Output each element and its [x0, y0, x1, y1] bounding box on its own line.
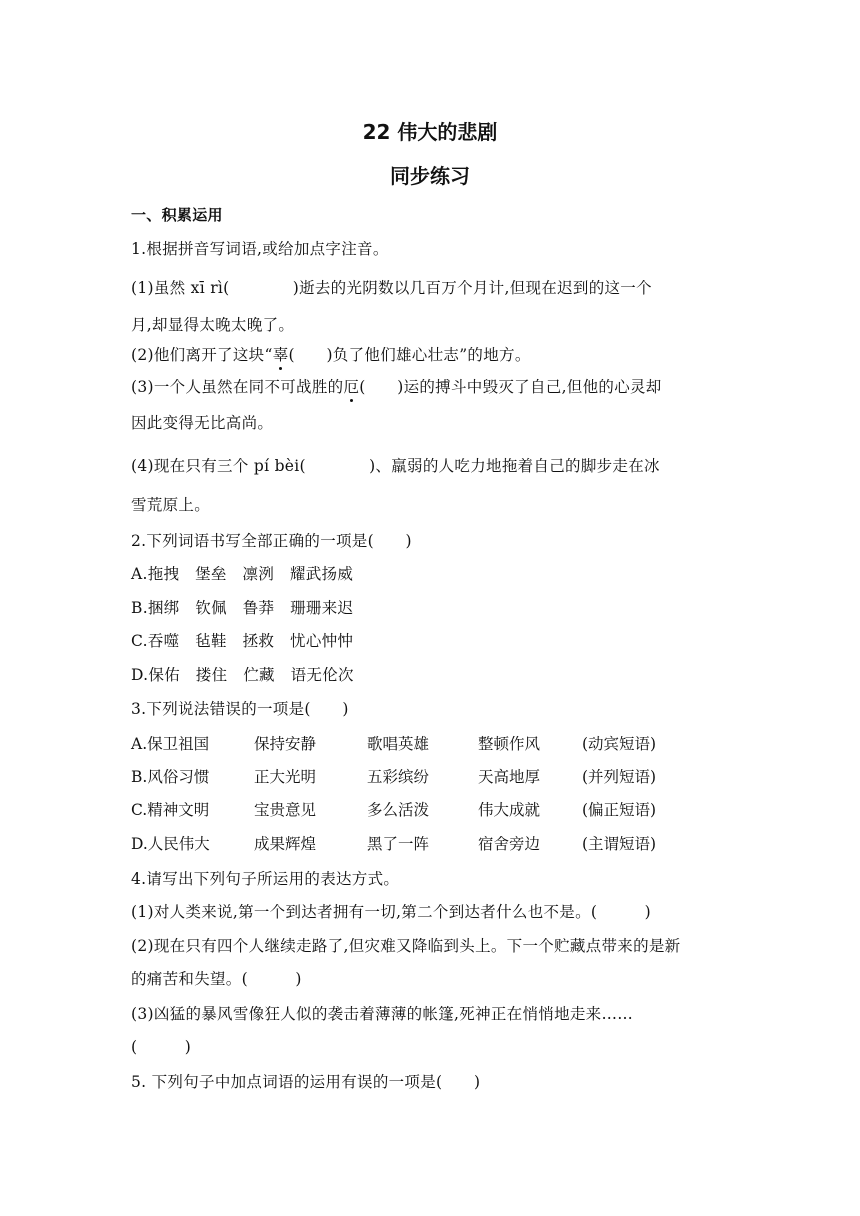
- q1-item3-line1: (3)一个人虽然在同不可战胜的厄( )运的搏斗中毁灭了自己,但他的心灵却: [131, 375, 662, 397]
- q2-option-a: A.拖拽 堡垒 凛洌 耀武扬威: [131, 565, 354, 583]
- q1-item4-line2: 雪荒原上。: [131, 496, 211, 514]
- q5-stem: 5. 下列句子中加点词语的运用有误的一项是( ): [131, 1073, 481, 1091]
- q4-stem: 4.请写出下列句子所运用的表达方式。: [131, 870, 400, 888]
- q3-option-a: A.保卫祖国 保持安静 歌唱英雄 整顿作风 (动宾短语): [131, 735, 657, 753]
- q2-option-b: B.捆绑 钦佩 鲁莽 珊珊来迟: [131, 599, 354, 617]
- lesson-subtitle: 同步练习: [390, 164, 470, 188]
- q2-option-d: D.保佑 搂住 伫藏 语无伦次: [131, 666, 354, 684]
- q4-item1: (1)对人类来说,第一个到达者拥有一切,第二个到达者什么也不是。( ): [131, 903, 652, 921]
- q2-option-c: C.吞噬 毡鞋 拯救 忧心忡忡: [131, 632, 354, 650]
- q4-item3-line1: (3)凶猛的暴风雪像狂人似的袭击着薄薄的帐篷,死神正在悄悄地走来……: [131, 1005, 634, 1023]
- q4-item3-line2: ( ): [131, 1038, 192, 1056]
- q1-item1-line1: (1)虽然 xī rì( )逝去的光阴数以几百万个月计,但现在迟到的这一个: [131, 279, 652, 297]
- q3-option-b: B.风俗习惯 正大光明 五彩缤纷 天高地厚 (并列短语): [131, 768, 657, 786]
- dotted-char: 厄: [343, 375, 359, 397]
- q1-item1-line2: 月,却显得太晚太晚了。: [131, 316, 295, 334]
- q3-option-d: D.人民伟大 成果辉煌 黑了一阵 宿舍旁边 (主谓短语): [131, 835, 657, 853]
- q1-stem: 1.根据拼音写词语,或给加点字注音。: [131, 240, 389, 258]
- q3-option-c: C.精神文明 宝贵意见 多么活泼 伟大成就 (偏正短语): [131, 801, 657, 819]
- section-heading: 一、积累运用: [131, 206, 223, 224]
- q4-item2-line1: (2)现在只有四个人继续走路了,但灾难又降临到头上。下一个贮藏点带来的是新: [131, 937, 681, 955]
- q1-item3-line2: 因此变得无比高尚。: [131, 414, 274, 432]
- q4-item2-line2: 的痛苦和失望。( ): [131, 970, 302, 988]
- q1-item2: (2)他们离开了这块“辜( )负了他们雄心壮志”的地方。: [131, 343, 531, 365]
- q1-item4-line1: (4)现在只有三个 pí bèi( )、羸弱的人吃力地拖着自己的脚步走在冰: [131, 457, 660, 475]
- lesson-title: 22 伟大的悲剧: [362, 120, 498, 144]
- q2-stem: 2.下列词语书写全部正确的一项是( ): [131, 532, 412, 550]
- q3-stem: 3.下列说法错误的一项是( ): [131, 700, 349, 718]
- dotted-char: 辜: [273, 343, 289, 365]
